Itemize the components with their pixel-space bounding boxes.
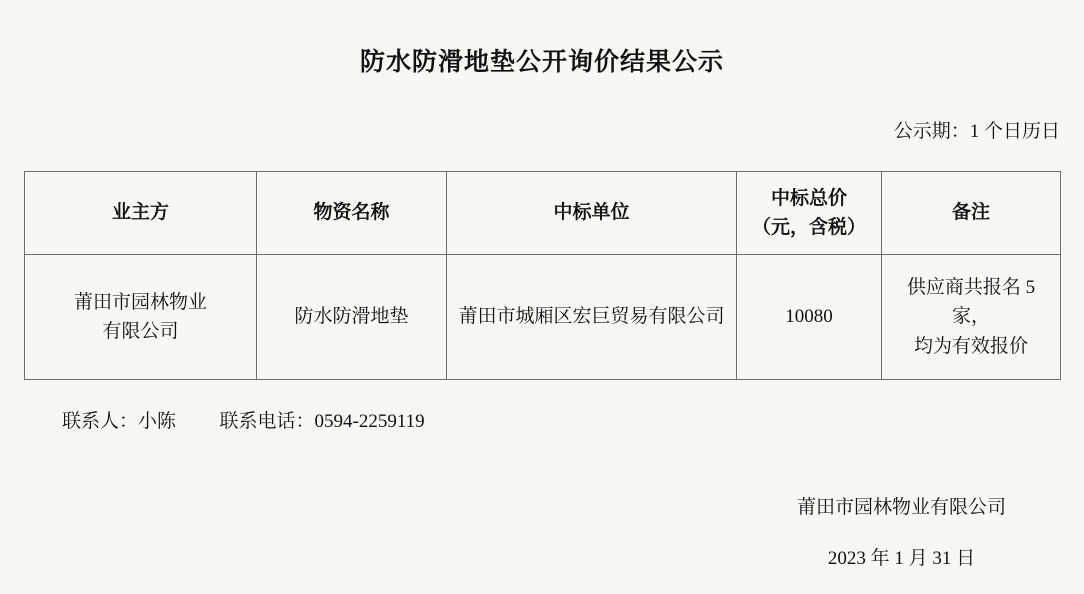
contact-info <box>62 406 1084 433</box>
table-body <box>25 255 1061 380</box>
table-row <box>25 255 1061 380</box>
contact-phone: 联系电话：0594-2259119 <box>219 411 425 432</box>
column-header-winner: 中标单位 <box>447 172 737 255</box>
cell-winner: 莆田市城厢区宏巨贸易有限公司 <box>447 255 737 380</box>
cell-owner-line2: 有限公司 <box>102 321 179 342</box>
signature-organization: 莆田市园林物业有限公司 <box>796 497 1006 518</box>
table-header <box>25 172 1061 255</box>
cell-total-price: 10080 <box>737 255 882 380</box>
column-header-total-price <box>737 172 882 255</box>
bid-result-table <box>24 171 1061 380</box>
table-header-row <box>25 172 1061 255</box>
column-header-remark: 备注 <box>882 172 1061 255</box>
column-header-owner: 业主方 <box>25 172 257 255</box>
signature-block <box>797 492 1006 570</box>
result-table-container <box>24 171 1060 380</box>
contact-person: 联系人：小陈 <box>62 411 177 432</box>
column-header-total-price-line1: 中标总价 <box>770 187 847 209</box>
cell-owner-line1: 莆田市园林物业 <box>73 291 207 313</box>
notice-period-text: 公示期：1 个日历日 <box>893 121 1060 142</box>
cell-remark <box>882 255 1061 380</box>
cell-material: 防水防滑地垫 <box>257 255 447 380</box>
cell-remark-line1: 供应商共报名 5 家， <box>906 276 1036 328</box>
page-title: 防水防滑地垫公开询价结果公示 <box>359 48 724 76</box>
signature-date: 2023 年 1 月 31 日 <box>827 548 976 569</box>
column-header-total-price-line2: （元，含税） <box>751 217 866 238</box>
cell-owner <box>25 255 257 380</box>
cell-remark-line2: 均为有效报价 <box>913 335 1028 357</box>
column-header-material: 物资名称 <box>257 172 447 255</box>
